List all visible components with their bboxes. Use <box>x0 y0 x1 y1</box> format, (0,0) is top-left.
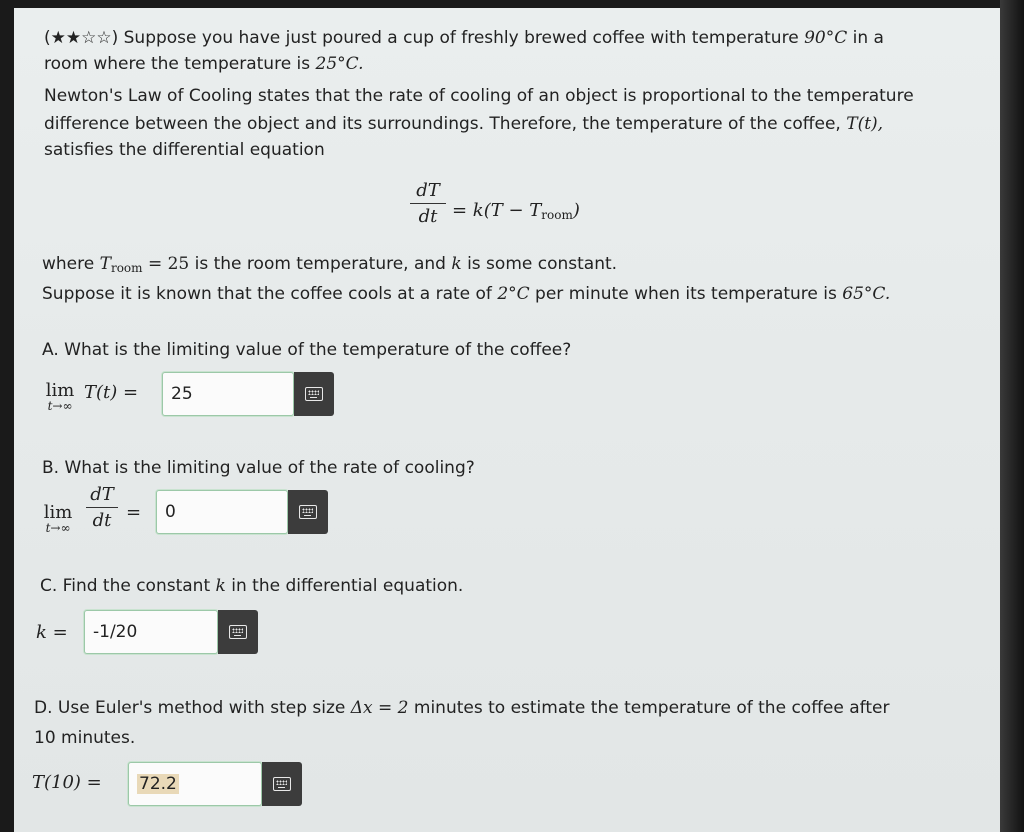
question-d-text: minutes to estimate the temperature of the coffee after <box>408 698 890 718</box>
question-c-label-text: k = <box>36 622 68 643</box>
answer-b-value: 0 <box>165 502 176 522</box>
question-b-fraction <box>86 484 118 531</box>
intro-line-5 <box>44 140 325 160</box>
question-b-numerator: dT <box>90 484 114 505</box>
temp-function: T(t), <box>846 114 884 134</box>
question-c-label <box>36 622 68 643</box>
answer-d-keyboard-button[interactable] <box>262 762 302 806</box>
question-b-prompt <box>42 458 475 478</box>
answer-b-keyboard-button[interactable] <box>288 490 328 534</box>
where-text: where <box>42 254 100 274</box>
question-d-label-text: T(10) = <box>32 772 102 793</box>
equation-fraction <box>410 180 446 227</box>
question-c-k: k <box>215 576 226 596</box>
equals-sign: = <box>126 502 142 523</box>
suppose-text: per minute when its temperature is <box>529 284 843 304</box>
suppose-text: Suppose it is known that the coffee cools at a rate of <box>42 284 498 304</box>
question-d-text: D. Use Euler's method with step size <box>34 698 351 718</box>
question-c-prompt <box>40 576 463 596</box>
answer-c-value: -1/20 <box>93 622 138 642</box>
equation-rhs-text: = k(T − T <box>452 200 542 221</box>
where-eq: = 25 <box>142 254 190 274</box>
answer-c-keyboard-button[interactable] <box>218 610 258 654</box>
answer-a-keyboard-button[interactable] <box>294 372 334 416</box>
lim-subscript: t→∞ <box>47 399 73 413</box>
keyboard-icon <box>273 777 291 791</box>
where-T: T <box>99 254 111 274</box>
keyboard-icon <box>229 625 247 639</box>
where-subscript: room <box>110 261 143 275</box>
question-b-limit <box>38 502 78 535</box>
intro-text: (★★☆☆) Suppose you have just poured a cup of freshly brewed coffee with temperature <box>44 28 805 48</box>
intro-line-3 <box>44 86 914 106</box>
question-a-prompt <box>42 340 571 360</box>
question-a-limit <box>40 380 80 413</box>
cooling-rate: 2°C <box>497 284 530 304</box>
answer-a-input[interactable] <box>162 372 294 416</box>
equation-close: ) <box>572 200 580 221</box>
question-b-equals <box>126 502 141 523</box>
question-d-label <box>32 772 102 793</box>
where-text: is some constant. <box>461 254 618 274</box>
keyboard-icon <box>305 387 323 401</box>
intro-text: satisfies the differential equation <box>44 140 325 160</box>
question-c-text: in the differential equation. <box>225 576 464 596</box>
where-k: k <box>451 254 462 274</box>
room-temp: 25°C. <box>315 54 364 74</box>
question-d-prompt-line-2 <box>34 728 135 748</box>
equation-subscript: room <box>541 208 573 222</box>
question-b-denominator: dt <box>92 510 112 531</box>
answer-b-input[interactable] <box>156 490 288 534</box>
intro-line-2 <box>44 54 363 74</box>
lim-word: lim <box>45 380 75 401</box>
suppose-line <box>42 284 890 304</box>
where-line <box>42 254 617 275</box>
question-d-prompt <box>34 698 889 718</box>
question-d-text: 10 minutes. <box>34 728 136 748</box>
answer-d-value: 72.2 <box>139 774 177 794</box>
fraction-bar <box>86 507 118 508</box>
coffee-temp-65: 65°C. <box>842 284 891 304</box>
intro-text: Newton's Law of Cooling states that the rate of cooling of an object is proportional to the temperature <box>44 86 914 106</box>
lim-subscript: t→∞ <box>45 521 71 535</box>
intro-text: in a <box>847 28 884 48</box>
keyboard-icon <box>299 505 317 519</box>
fraction-bar <box>410 203 446 204</box>
question-c-text: C. Find the constant <box>40 576 216 596</box>
intro-line-1 <box>44 28 884 48</box>
question-b-text: B. What is the limiting value of the rate of cooling? <box>42 458 475 478</box>
step-size: Δx = 2 <box>350 698 409 718</box>
equation-numerator: dT <box>416 180 440 201</box>
intro-line-4 <box>44 114 883 134</box>
answer-d-input[interactable] <box>128 762 262 806</box>
answer-a-value: 25 <box>171 384 193 404</box>
question-a-expr-text: T(t) = <box>84 382 139 403</box>
screen-edge <box>1000 0 1024 832</box>
lim-word: lim <box>43 502 73 523</box>
coffee-temp: 90°C <box>804 28 848 48</box>
answer-c-input[interactable] <box>84 610 218 654</box>
where-text: is the room temperature, and <box>189 254 452 274</box>
equation-denominator: dt <box>418 206 438 227</box>
equation-rhs <box>452 200 580 222</box>
intro-text: room where the temperature is <box>44 54 316 74</box>
intro-text: difference between the object and its surroundings. Therefore, the temperature of the coffee, <box>44 114 847 134</box>
question-a-expr <box>84 382 138 403</box>
question-a-text: A. What is the limiting value of the temperature of the coffee? <box>42 340 572 360</box>
